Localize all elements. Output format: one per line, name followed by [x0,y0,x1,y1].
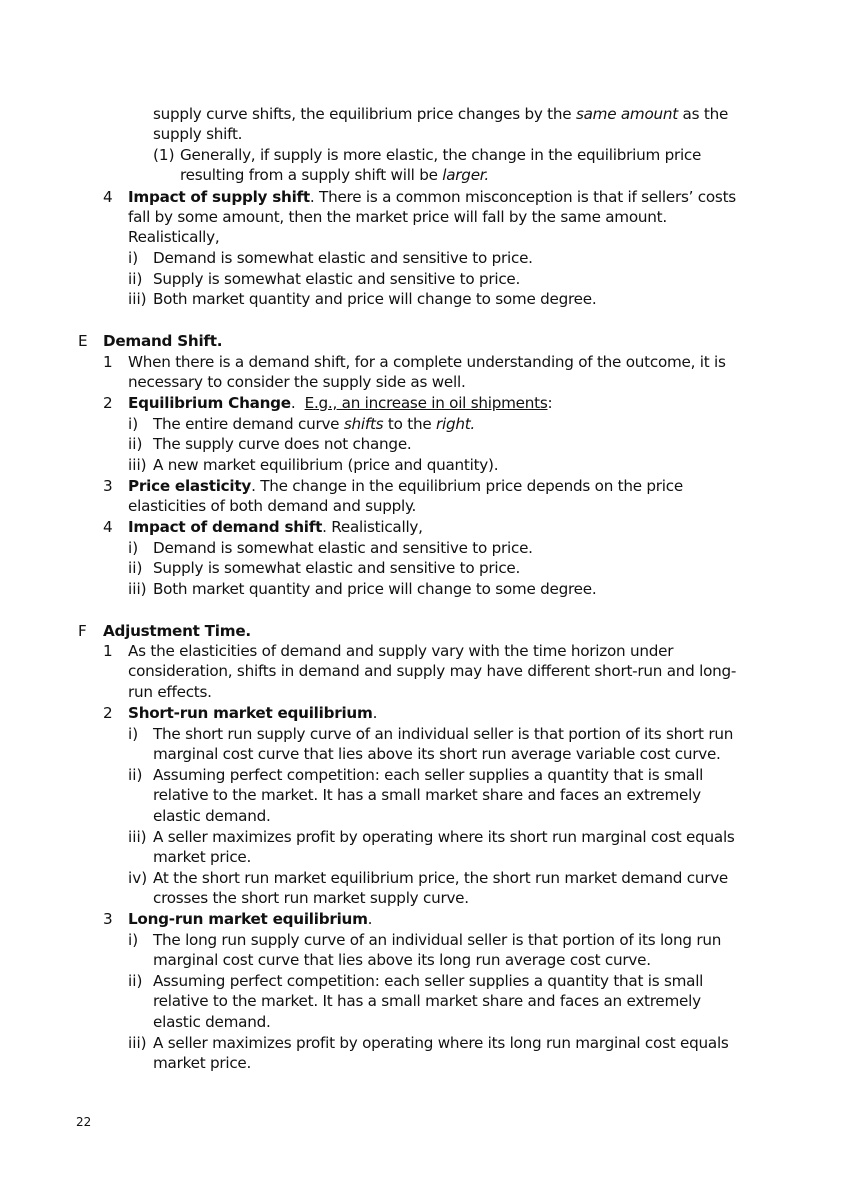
text: . [372,704,378,722]
text-line [128,476,683,496]
text-line [128,187,736,207]
text-line: elastic demand. [153,807,271,825]
text: : [547,394,553,412]
text-line [180,165,489,185]
text-line: Both market quantity and price will change to some degree. [153,290,597,308]
text: . [290,394,305,412]
list-number: 2 [103,704,113,722]
text-line: necessary to consider the supply side as well. [128,373,466,391]
list-marker: iii) [128,456,147,474]
list-marker: ii) [128,766,143,784]
item-heading: Impact of demand shift [128,518,323,536]
text-line: elastic demand. [153,1013,271,1031]
list-number: 1 [103,353,113,371]
text: . There is a common misconception is that if sellers’ costs [309,188,736,206]
text-line [128,909,372,929]
section-title [103,331,222,351]
list-marker: ii) [128,559,143,577]
list-marker: iii) [128,290,147,308]
item-heading: Price elasticity [128,477,252,495]
text: . The change in the equilibrium price depends on the price [251,477,683,495]
text-line: marginal cost curve that lies above its short run average variable cost curve. [153,745,721,763]
text-line: As the elasticities of demand and supply vary with the time horizon under [128,642,674,660]
text-line: elasticities of both demand and supply. [128,497,417,515]
text-line: At the short run market equilibrium price, the short run market demand curve [153,869,729,887]
text-line: consideration, shifts in demand and supply may have different short-run and long- [128,662,737,680]
text-line: A new market equilibrium (price and quantity). [153,456,499,474]
emphasis-text: larger. [442,166,489,184]
text-line: Realistically, [128,228,220,246]
emphasis-text: shifts [343,415,384,433]
item-heading: Impact of supply shift [128,188,310,206]
list-number: 4 [103,518,113,536]
list-marker: iii) [128,828,147,846]
list-marker: ii) [128,435,143,453]
text: . Realistically, [322,518,423,536]
text-line [153,104,728,124]
section-title [103,621,251,641]
text-line: market price. [153,848,252,866]
text-line: A seller maximizes profit by operating where its long run marginal cost equals [153,1034,729,1052]
text-line: The long run supply curve of an individual seller is that portion of its long run [153,931,722,949]
text: supply curve shifts, the equilibrium price changes by the [153,105,576,123]
text: . [367,910,373,928]
list-marker: iv) [128,869,148,887]
section-title-text: Adjustment Time. [103,622,251,640]
list-number: 4 [103,188,113,206]
page-number: 22 [76,1115,92,1129]
text-line: relative to the market. It has a small market share and faces an extremely [153,992,701,1010]
text-line: Assuming perfect competition: each seller supplies a quantity that is small [153,766,704,784]
text: as the [677,105,729,123]
list-number: 3 [103,910,113,928]
text: resulting from a supply shift will be [180,166,443,184]
text-line: marginal cost curve that lies above its long run average cost curve. [153,951,651,969]
text-line: fall by some amount, then the market price will fall by the same amount. [128,208,667,226]
text-line: Generally, if supply is more elastic, the change in the equilibrium price [180,146,702,164]
section-title-text: Demand Shift. [103,332,223,350]
list-marker: ii) [128,270,143,288]
list-marker: i) [128,725,139,743]
list-marker: ii) [128,972,143,990]
list-number: 1 [103,642,113,660]
list-marker: iii) [128,580,147,598]
text-line [128,393,552,413]
text-line: When there is a demand shift, for a complete understanding of the outcome, it is [128,353,726,371]
list-marker: i) [128,539,139,557]
list-marker: i) [128,249,139,267]
text-line: Demand is somewhat elastic and sensitive to price. [153,539,533,557]
section-letter: E [78,332,88,350]
text-line: run effects. [128,683,212,701]
text-line: The short run supply curve of an individual seller is that portion of its short run [153,725,734,743]
text-line: Supply is somewhat elastic and sensitive to price. [153,559,521,577]
text-line: supply shift. [153,125,243,143]
item-heading: Short-run market equilibrium [128,704,373,722]
list-number: 2 [103,394,113,412]
text-line: Both market quantity and price will change to some degree. [153,580,597,598]
list-marker: iii) [128,1034,147,1052]
text: The entire demand curve [153,415,344,433]
text-line [128,703,377,723]
text-line: The supply curve does not change. [153,435,412,453]
emphasis-text: same amount [575,105,678,123]
text-line: Demand is somewhat elastic and sensitive to price. [153,249,533,267]
text-line: A seller maximizes profit by operating where its short run marginal cost equals [153,828,735,846]
example-text: E.g., an increase in oil shipments [304,394,548,412]
item-heading: Equilibrium Change [128,394,291,412]
text-line [128,517,423,537]
text: to the [383,415,436,433]
text-line: Assuming perfect competition: each seller supplies a quantity that is small [153,972,704,990]
text-line: market price. [153,1054,252,1072]
list-number: 3 [103,477,113,495]
list-marker: i) [128,415,139,433]
text-line: relative to the market. It has a small market share and faces an extremely [153,786,701,804]
section-letter: F [78,622,87,640]
text-line: Supply is somewhat elastic and sensitive to price. [153,270,521,288]
list-marker: i) [128,931,139,949]
list-marker: (1) [153,146,175,164]
text-line [153,414,475,434]
text-line: crosses the short run market supply curve. [153,889,469,907]
item-heading: Long-run market equilibrium [128,910,368,928]
emphasis-text: right. [436,415,476,433]
